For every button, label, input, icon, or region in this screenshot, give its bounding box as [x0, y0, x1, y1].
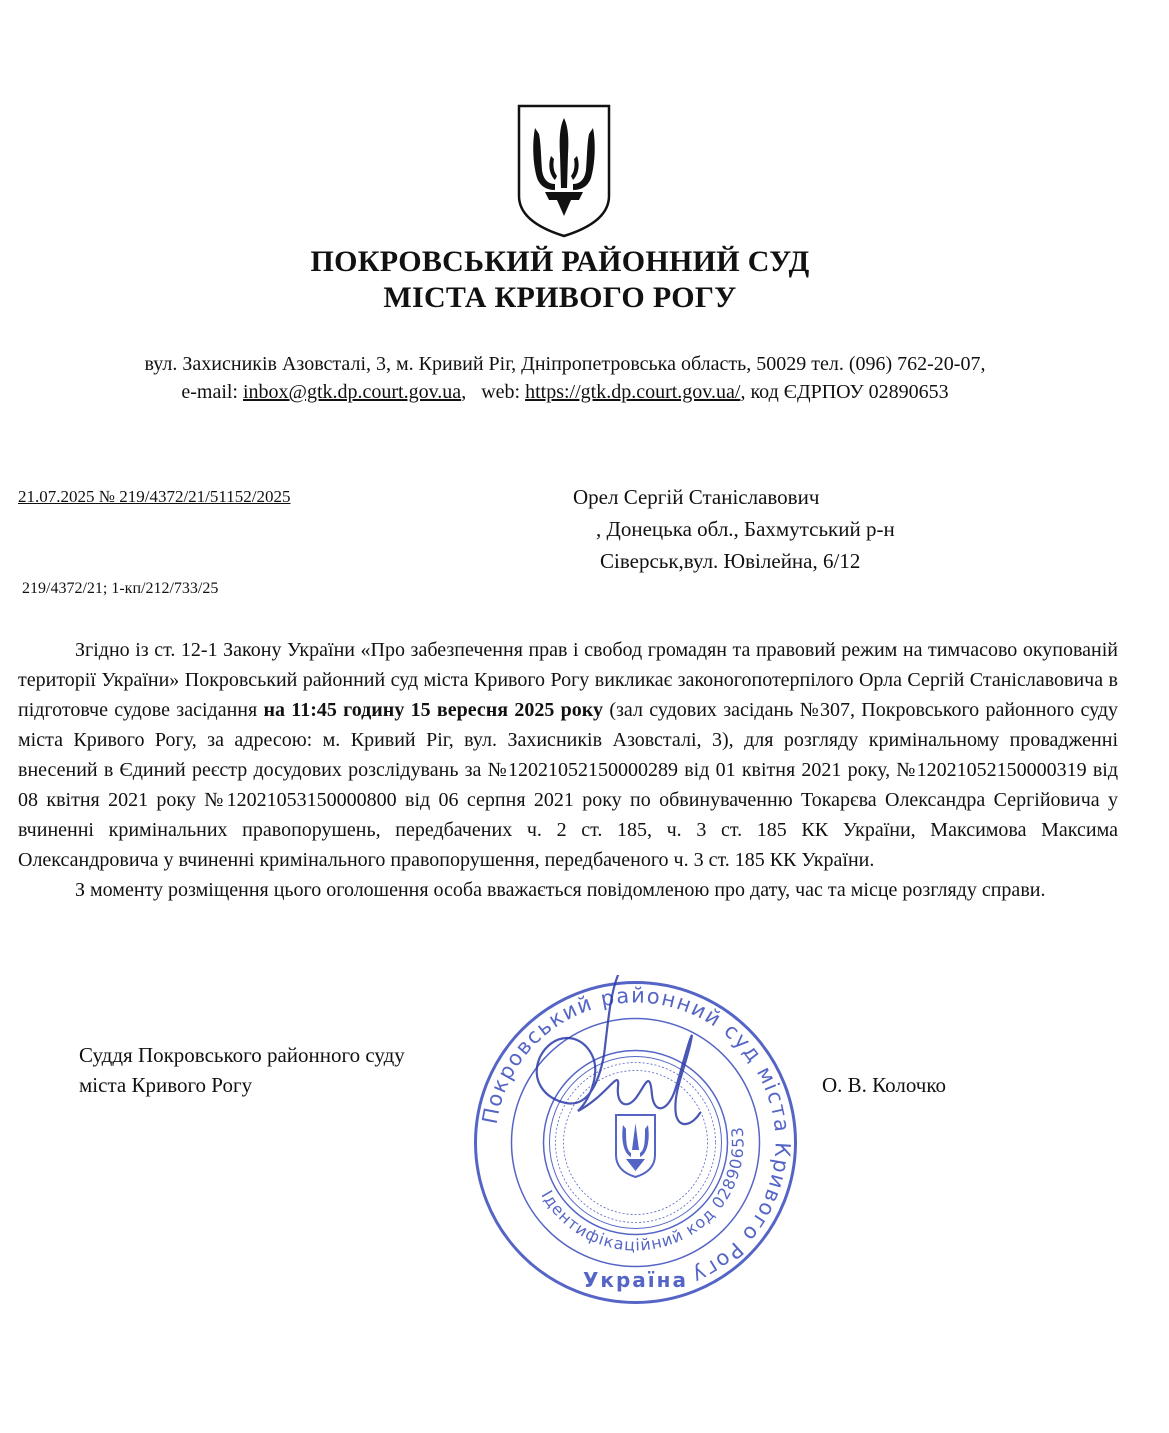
body-paragraph-1	[18, 635, 1118, 875]
case-reference: 219/4372/21; 1-кп/212/733/25	[22, 580, 219, 597]
seal-inner-text: Ідентифікаційний код 02890653	[537, 1125, 748, 1255]
court-seal-icon	[468, 975, 803, 1310]
court-address: вул. Захисників Азовсталі, 3, м. Кривий Ріг, Дніпропетровська область, 50029 тел. (096) 762-20-07,	[144, 353, 986, 375]
body-p1-end: (зал судових засідань №307, Покровського районного суду міста Кривого Рогу, за адресою: м. Кривий Ріг, вул. Захисників Азовсталі, 3), для розгляду кримінальному провадженні внесений в Єдиний реєстр досудових розслідувань за №12021052150000289 від 01 квітня 2021 року, №12021052150000319 від 08 квітня 2021 року №12021053150000800 від 06 серпня 2021 року по обвинуваченню Токарєва Олександра Сергійовича у вчиненні кримінальних правопорушень, передбачених ч. 2 ст. 185, ч. 3 ст. 185 КК України, Максимова Максима Олександровича у вчиненні кримінального правопорушення, передбаченого ч. 3 ст. 185 КК України.	[18, 699, 1118, 871]
recipient-address-line2: Сіверськ,вул. Ювілейна, 6/12	[600, 549, 861, 573]
recipient-address-line1: , Донецька обл., Бахмутський р-н	[596, 517, 895, 541]
registration-number: 21.07.2025 № 219/4372/21/51152/2025	[18, 487, 291, 506]
seal-outer-text: Покровський районний суд міста Кривого Рогу	[477, 983, 795, 1289]
web-link[interactable]: https://gtk.dp.court.gov.ua/	[525, 381, 741, 403]
judge-position-line2: міста Кривого Рогу	[79, 1073, 253, 1097]
email-label: e-mail:	[181, 381, 238, 403]
judge-name: О. В. Колочко	[822, 1073, 946, 1097]
email-link[interactable]: inbox@gtk.dp.court.gov.ua	[242, 381, 462, 403]
judge-position-line1: Суддя Покровського районного суду	[79, 1043, 405, 1067]
tryzub-emblem-icon	[515, 104, 613, 238]
recipient-name: Орел Сергій Станіславович	[573, 485, 820, 509]
court-name-line1: ПОКРОВСЬКИЙ РАЙОННИЙ СУД	[310, 245, 810, 278]
body-paragraph-2: З моменту розміщення цього оголошення особа вважається повідомленою про дату, час та місце розгляду справи.	[75, 879, 1046, 901]
svg-text:Ідентифікаційний код 02890653	[537, 1125, 747, 1254]
web-label: web:	[481, 381, 521, 403]
letter-body	[18, 635, 1118, 905]
hearing-datetime: на 11:45 годину 15 вересня 2025 року	[263, 699, 604, 721]
court-name-line2: МІСТА КРИВОГО РОГУ	[383, 281, 737, 314]
court-contacts: e-mail: inbox@gtk.dp.court.gov.ua, web: https://gtk.dp.court.gov.ua/, код ЄДРПОУ 02890653	[181, 381, 949, 403]
body-p1-start: Згідно із ст. 12-1 Закону України «Про забезпечення прав і свобод громадян та правовий режим на тимчасово окупованій території України» Покровський районний суд міста Кривого Рогу викликає законогопотерпілого Орла Сергій Станіславовича в підготовче судове засідання	[18, 639, 1118, 721]
seal-country-text: Україна	[583, 1268, 688, 1292]
edrpou-code: , код ЄДРПОУ 02890653	[740, 381, 949, 403]
